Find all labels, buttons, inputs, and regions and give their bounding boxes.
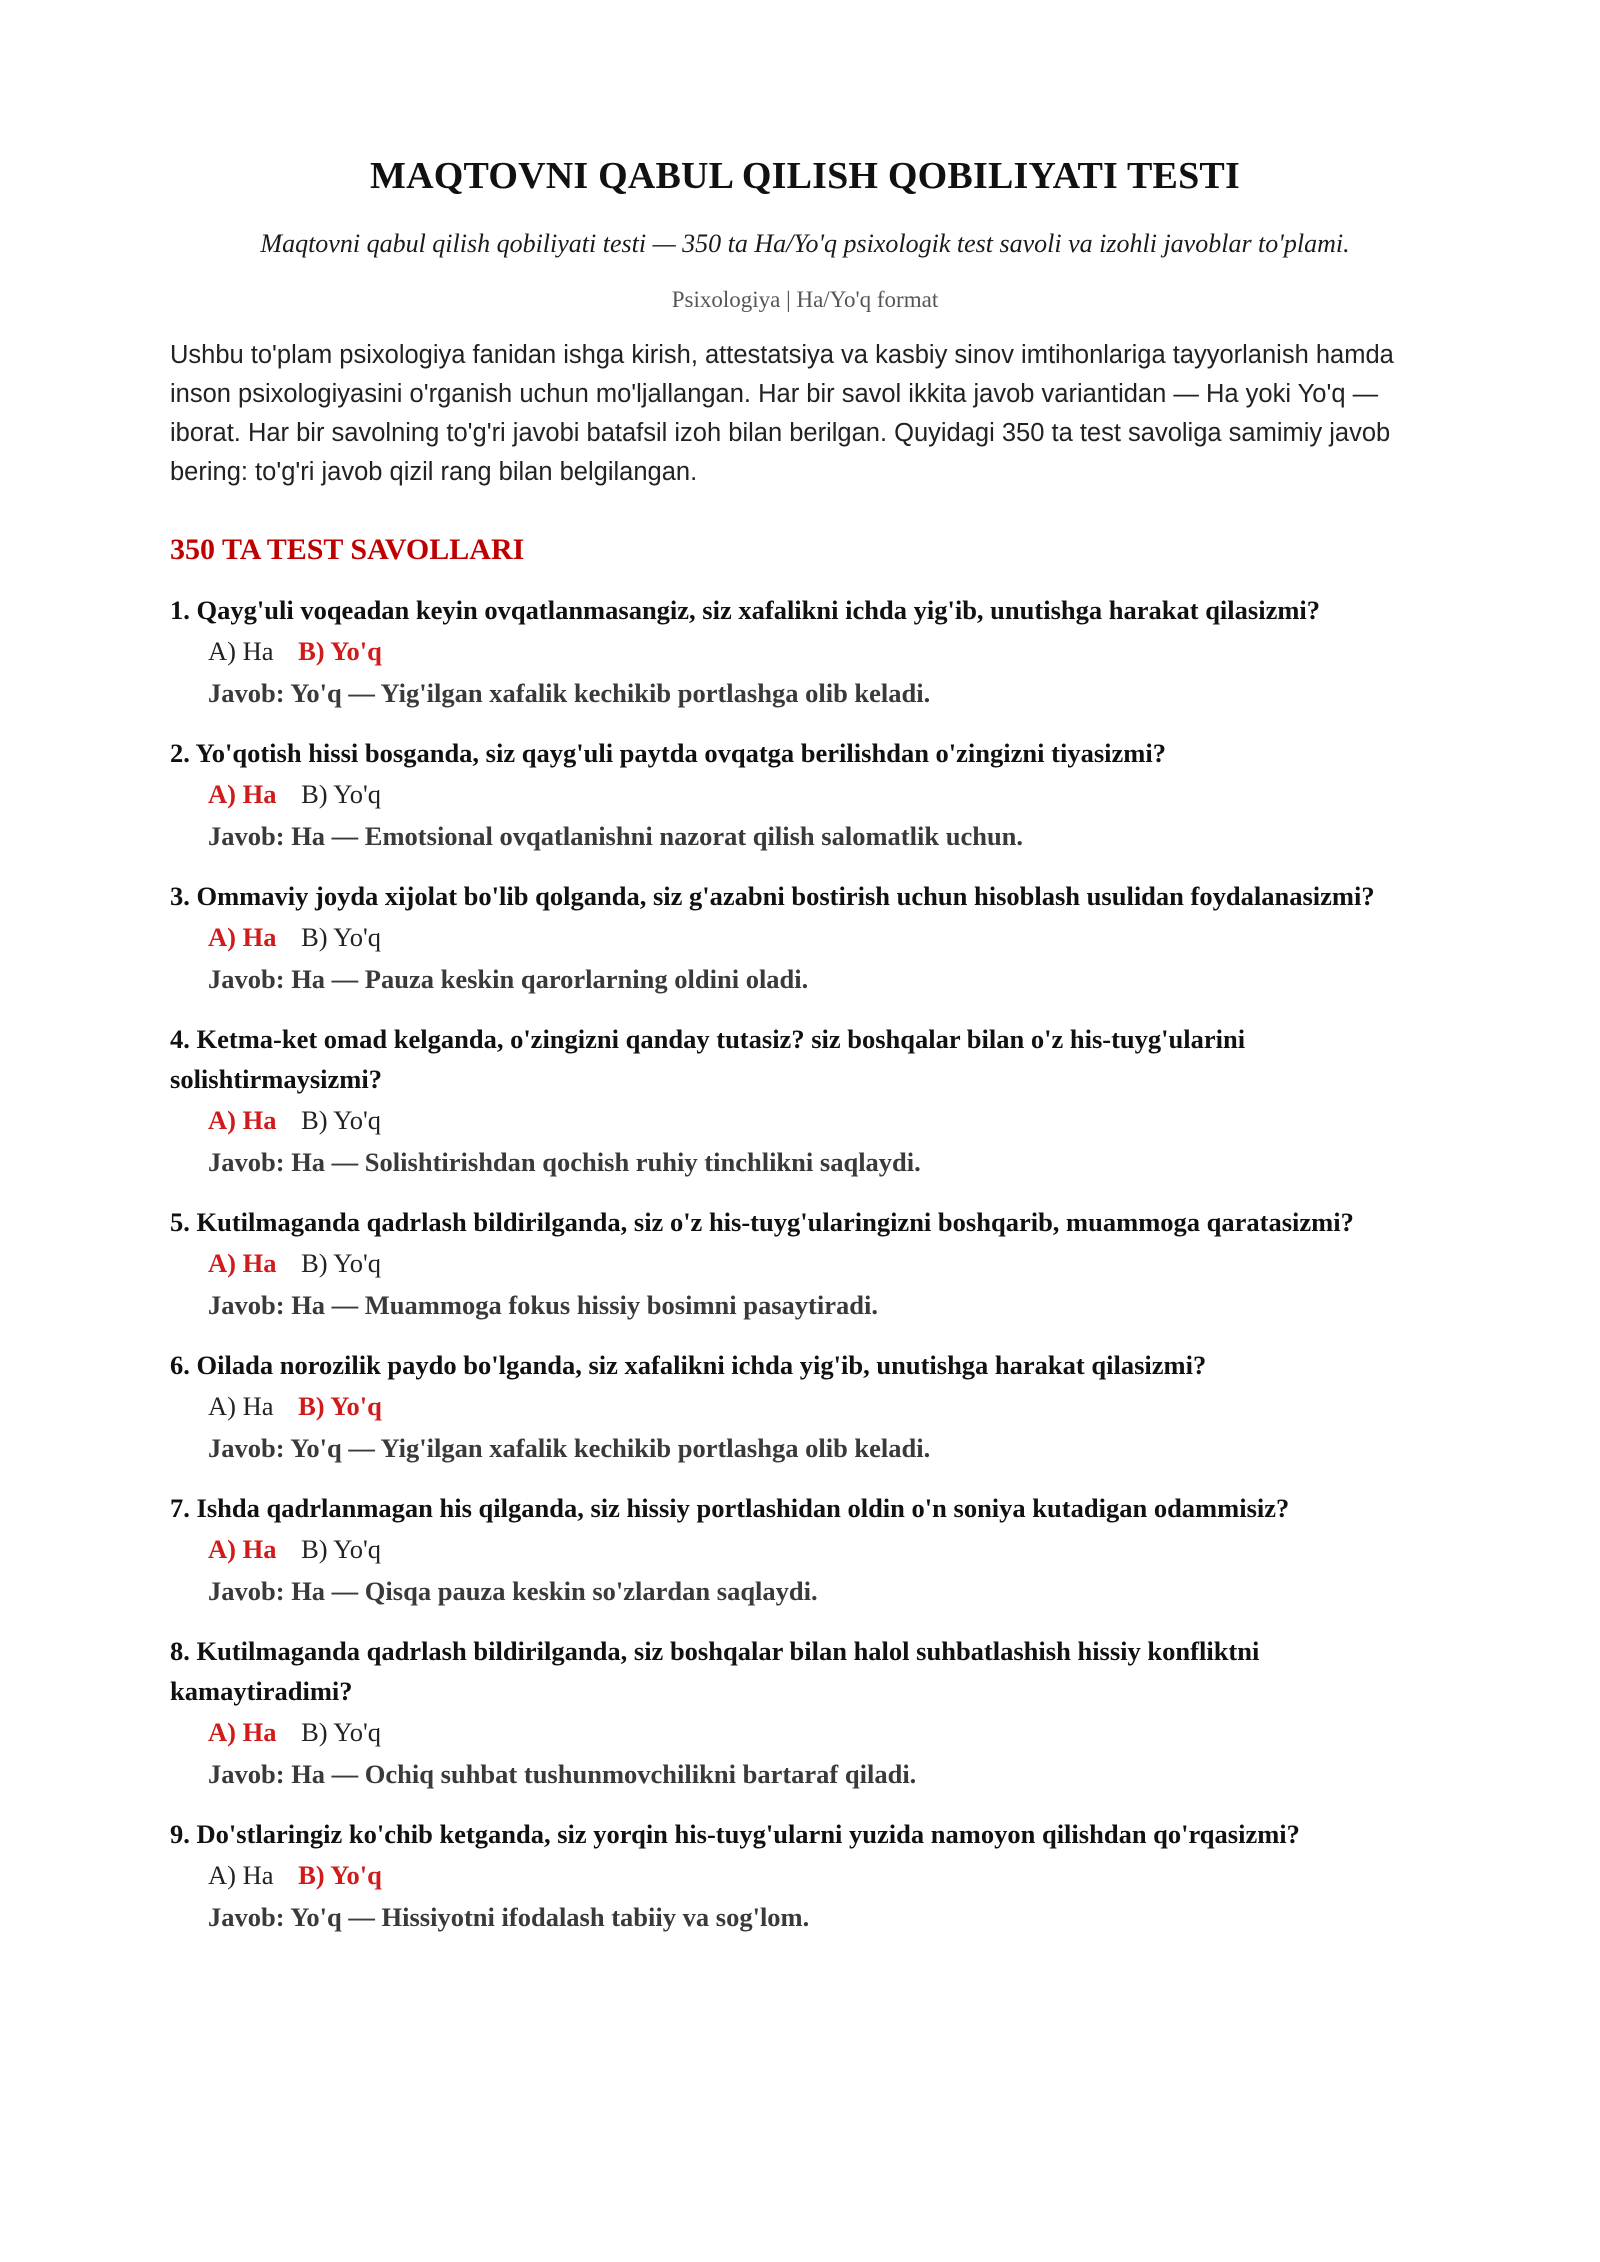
option-a[interactable]: A) Ha <box>208 779 277 809</box>
answer-options <box>170 1854 1440 1896</box>
question-number: 3. <box>170 881 190 911</box>
question-number: 5. <box>170 1207 190 1237</box>
question-item <box>170 590 1440 714</box>
answer-explanation: Javob: Yo'q — Yig'ilgan xafalik kechikib portlashga olib keladi. <box>208 678 931 708</box>
answer-explanation: Javob: Ha — Ochiq suhbat tushunmovchilikni bartaraf qiladi. <box>208 1759 917 1789</box>
option-b[interactable]: B) Yo'q <box>298 636 382 666</box>
question-number: 2. <box>170 738 190 768</box>
question-number: 9. <box>170 1819 190 1849</box>
option-b[interactable]: B) Yo'q <box>301 1534 381 1564</box>
answer-explanation: Javob: Ha — Pauza keskin qarorlarning oldini oladi. <box>208 964 809 994</box>
question-item <box>170 733 1440 857</box>
option-a[interactable]: A) Ha <box>208 922 277 952</box>
option-a[interactable]: A) Ha <box>208 1391 274 1421</box>
question-text <box>170 876 1440 916</box>
option-b[interactable]: B) Yo'q <box>298 1860 382 1890</box>
question-list <box>170 590 1440 1938</box>
question-text <box>170 1631 1440 1711</box>
option-a[interactable]: A) Ha <box>208 636 274 666</box>
document-page <box>170 0 1440 1957</box>
question-item <box>170 1488 1440 1612</box>
answer-explanation: Javob: Ha — Qisqa pauza keskin so'zlardan saqlaydi. <box>208 1576 818 1606</box>
question-body: Yo'qotish hissi bosganda, siz qayg'uli paytda ovqatga berilishdan o'zingizni tiyasizmi? <box>195 738 1166 768</box>
document-subtitle: Maqtovni qabul qilish qobiliyati testi — 350 ta Ha/Yo'q psixologik test savoli va izohli javoblar to'plami. <box>260 229 1350 258</box>
question-item <box>170 1631 1440 1795</box>
question-number: 4. <box>170 1024 190 1054</box>
question-item <box>170 1814 1440 1938</box>
answer-explanation: Javob: Yo'q — Yig'ilgan xafalik kechikib portlashga olib keladi. <box>208 1433 931 1463</box>
question-body: Ishda qadrlanmagan his qilganda, siz hissiy portlashidan oldin o'n soniya kutadigan odammisiz? <box>196 1493 1290 1523</box>
option-b[interactable]: B) Yo'q <box>301 922 381 952</box>
answer-options <box>170 916 1440 958</box>
answer-explanation: Javob: Ha — Muammoga fokus hissiy bosimni pasaytiradi. <box>208 1290 878 1320</box>
option-b[interactable]: B) Yo'q <box>301 1105 381 1135</box>
question-text <box>170 1202 1440 1242</box>
question-body: Oilada norozilik paydo bo'lganda, siz xafalikni ichda yig'ib, unutishga harakat qilasizmi? <box>196 1350 1207 1380</box>
question-body: Kutilmaganda qadrlash bildirilganda, siz o'z his-tuyg'ularingizni boshqarib, muammoga qaratasizmi? <box>196 1207 1354 1237</box>
answer-options <box>170 1385 1440 1427</box>
question-item <box>170 1019 1440 1183</box>
option-b[interactable]: B) Yo'q <box>301 1248 381 1278</box>
option-a[interactable]: A) Ha <box>208 1717 277 1747</box>
question-body: Ommaviy joyda xijolat bo'lib qolganda, siz g'azabni bostirish uchun hisoblash usulidan foydalanasizmi? <box>196 881 1375 911</box>
document-title: MAQTOVNI QABUL QILISH QOBILIYATI TESTI <box>370 155 1240 197</box>
answer-explanation: Javob: Yo'q — Hissiyotni ifodalash tabiiy va sog'lom. <box>208 1902 810 1932</box>
section-title: 350 TA TEST SAVOLLARI <box>170 533 525 566</box>
answer-options <box>170 630 1440 672</box>
question-item <box>170 1202 1440 1326</box>
option-b[interactable]: B) Yo'q <box>301 779 381 809</box>
option-a[interactable]: A) Ha <box>208 1248 277 1278</box>
question-text <box>170 733 1440 773</box>
answer-options <box>170 1099 1440 1141</box>
question-item <box>170 1345 1440 1469</box>
answer-explanation: Javob: Ha — Solishtirishdan qochish ruhiy tinchlikni saqlaydi. <box>208 1147 921 1177</box>
answer-options <box>170 1711 1440 1753</box>
option-b[interactable]: B) Yo'q <box>298 1391 382 1421</box>
answer-explanation: Javob: Ha — Emotsional ovqatlanishni nazorat qilish salomatlik uchun. <box>208 821 1024 851</box>
question-body: Kutilmaganda qadrlash bildirilganda, siz boshqalar bilan halol suhbatlashish hissiy konfliktni kamaytiradimi? <box>170 1636 1260 1706</box>
question-text <box>170 590 1440 630</box>
question-text <box>170 1019 1440 1099</box>
answer-options <box>170 1242 1440 1284</box>
question-text <box>170 1814 1440 1854</box>
document-meta: Psixologiya | Ha/Yo'q format <box>671 287 939 312</box>
question-text <box>170 1488 1440 1528</box>
answer-options <box>170 773 1440 815</box>
question-body: Do'stlaringiz ko'chib ketganda, siz yorqin his-tuyg'ularni yuzida namoyon qilishdan qo'rqasizmi? <box>196 1819 1300 1849</box>
question-body: Qayg'uli voqeadan keyin ovqatlanmasangiz, siz xafalikni ichda yig'ib, unutishga harakat qilasizmi? <box>196 595 1321 625</box>
question-number: 1. <box>170 595 190 625</box>
option-b[interactable]: B) Yo'q <box>301 1717 381 1747</box>
question-number: 6. <box>170 1350 190 1380</box>
option-a[interactable]: A) Ha <box>208 1105 277 1135</box>
question-number: 7. <box>170 1493 190 1523</box>
question-body: Ketma-ket omad kelganda, o'zingizni qanday tutasiz? siz boshqalar bilan o'z his-tuyg'ularini solishtirmaysizmi? <box>170 1024 1246 1094</box>
intro-paragraph: Ushbu to'plam psixologiya fanidan ishga kirish, attestatsiya va kasbiy sinov imtihonlariga tayyorlanish hamda inson psixologiyasini o'rganish uchun mo'ljallangan. Har bir savol ikkita javob variantidan — Ha yoki Yo'q — iborat. Har bir savolning to'g'ri javobi batafsil izoh bilan berilgan. Quyidagi 350 ta test savoliga samimiy javob bering: to'g'ri javob qizil rang bilan belgilangan. <box>170 341 1394 486</box>
question-text <box>170 1345 1440 1385</box>
option-a[interactable]: A) Ha <box>208 1860 274 1890</box>
answer-options <box>170 1528 1440 1570</box>
question-number: 8. <box>170 1636 190 1666</box>
question-item <box>170 876 1440 1000</box>
option-a[interactable]: A) Ha <box>208 1534 277 1564</box>
